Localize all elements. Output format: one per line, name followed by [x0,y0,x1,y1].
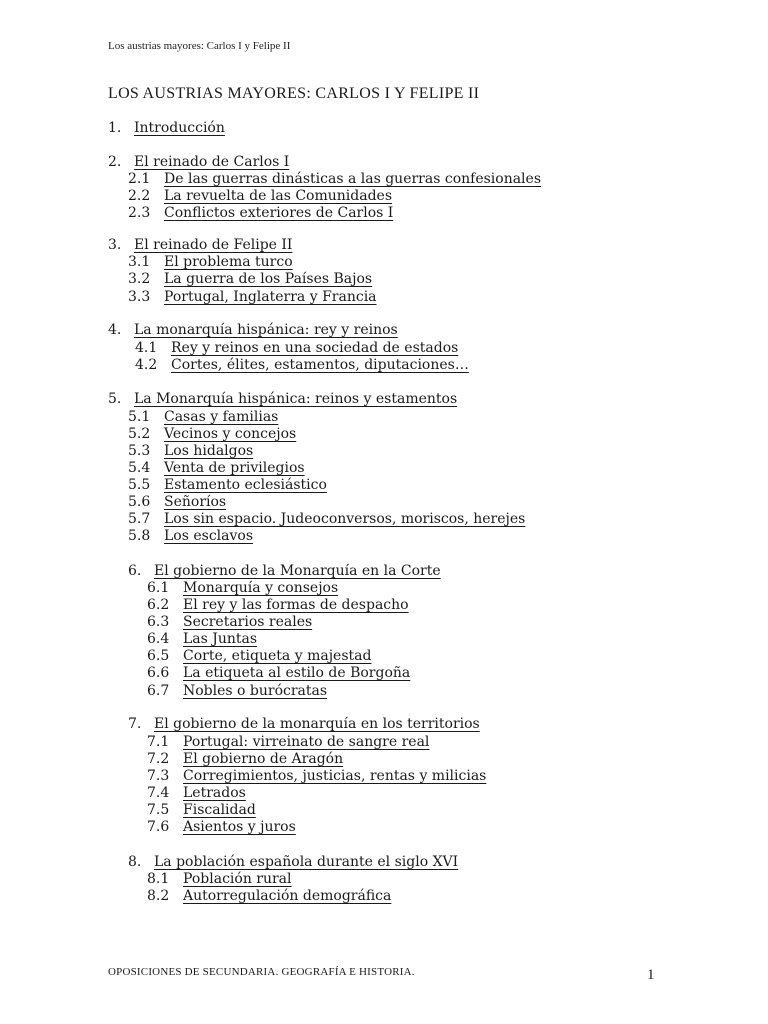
toc-subsection-2-3 [128,205,393,222]
page-number: 1 [647,967,655,983]
toc-subsection-2-1 [128,171,541,188]
document-title: LOS AUSTRIAS MAYORES: CARLOS I Y FELIPE II [108,85,480,102]
toc-subsection-8-1 [147,871,292,888]
toc-subsection-4-2 [135,357,469,374]
toc-link-cortes-elites[interactable]: Cortes, élites, estamentos, diputaciones… [171,357,469,373]
toc-subsection-5-5 [128,477,327,494]
toc-link-poblacion-siglo-xvi[interactable]: La población española durante el siglo XVI [154,854,459,870]
toc-section-1 [108,120,225,137]
toc-number: 3.3 [128,289,151,305]
toc-link-letrados[interactable]: Letrados [183,785,246,801]
toc-number: 2.2 [128,188,151,204]
toc-subsection-5-1 [128,409,278,426]
toc-number: 5.6 [128,494,151,510]
toc-link-autorregulacion-demografica[interactable]: Autorregulación demográfica [183,888,392,904]
toc-number: 7.4 [147,785,170,801]
toc-link-guerras-dinasticas[interactable]: De las guerras dinásticas a las guerras confesionales [164,171,542,187]
toc-link-venta-privilegios[interactable]: Venta de privilegios [164,460,305,476]
toc-number: 7.3 [147,768,170,784]
toc-subsection-7-3 [147,768,486,785]
toc-number: 6.1 [147,580,170,596]
toc-number: 5.2 [128,426,151,442]
toc-link-fiscalidad[interactable]: Fiscalidad [183,802,256,818]
toc-section-5 [108,391,457,408]
toc-link-asientos-juros[interactable]: Asientos y juros [183,819,296,835]
toc-number: 4. [108,322,122,338]
toc-link-esclavos[interactable]: Los esclavos [164,528,254,544]
toc-number: 7.5 [147,802,170,818]
toc-link-conflictos-exteriores[interactable]: Conflictos exteriores de Carlos I [164,205,394,221]
toc-number: 3.2 [128,271,151,287]
toc-link-gobierno-corte[interactable]: El gobierno de la Monarquía en la Corte [154,563,441,579]
toc-link-sin-espacio[interactable]: Los sin espacio. Judeoconversos, moriscos, herejes [164,511,526,527]
toc-number: 7. [128,716,142,732]
toc-subsection-7-1 [147,734,429,751]
page-footer: OPOSICIONES DE SECUNDARIA. GEOGRAFÍA E HISTORIA. [108,966,415,978]
toc-number: 6.6 [147,665,170,681]
toc-number: 5.4 [128,460,151,476]
toc-number: 2.3 [128,205,151,221]
toc-number: 5. [108,391,122,407]
toc-subsection-6-6 [147,665,410,682]
toc-link-reinado-carlos-i[interactable]: El reinado de Carlos I [134,154,290,170]
toc-subsection-5-2 [128,426,296,443]
toc-section-4 [108,322,398,339]
toc-link-monarquia-consejos[interactable]: Monarquía y consejos [183,580,339,596]
toc-number: 3.1 [128,254,151,270]
toc-section-7 [128,716,480,733]
toc-subsection-7-4 [147,785,246,802]
toc-number: 8.2 [147,888,170,904]
toc-subsection-6-3 [147,614,312,631]
toc-number: 2. [108,154,122,170]
toc-number: 6.2 [147,597,170,613]
toc-subsection-5-7 [128,511,525,528]
toc-subsection-8-2 [147,888,391,905]
toc-subsection-5-8 [128,528,253,545]
toc-number: 4.2 [135,357,158,373]
toc-link-etiqueta-borgona[interactable]: La etiqueta al estilo de Borgoña [183,665,411,681]
toc-subsection-6-5 [147,648,371,665]
toc-link-revuelta-comunidades[interactable]: La revuelta de las Comunidades [164,188,393,204]
toc-number: 5.5 [128,477,151,493]
toc-link-corte-etiqueta[interactable]: Corte, etiqueta y majestad [183,648,372,664]
toc-link-casas-familias[interactable]: Casas y familias [164,409,279,425]
toc-number: 6.4 [147,631,170,647]
toc-number: 1. [108,120,122,136]
toc-link-formas-despacho[interactable]: El rey y las formas de despacho [183,597,409,613]
toc-link-gobierno-territorios[interactable]: El gobierno de la monarquía en los territorios [154,716,480,732]
toc-subsection-3-2 [128,271,372,288]
toc-subsection-2-2 [128,188,392,205]
toc-number: 6.3 [147,614,170,630]
toc-subsection-5-4 [128,460,305,477]
toc-link-corregimientos[interactable]: Corregimientos, justicias, rentas y milicias [183,768,487,784]
toc-number: 3. [108,237,122,253]
toc-link-nobles-burocratas[interactable]: Nobles o burócratas [183,683,328,699]
toc-subsection-7-2 [147,751,343,768]
toc-number: 2.1 [128,171,151,187]
toc-subsection-7-5 [147,802,256,819]
toc-link-gobierno-aragon[interactable]: El gobierno de Aragón [183,751,344,767]
toc-number: 7.2 [147,751,170,767]
toc-link-secretarios-reales[interactable]: Secretarios reales [183,614,313,630]
toc-number: 7.6 [147,819,170,835]
toc-link-problema-turco[interactable]: El problema turco [164,254,293,270]
toc-link-senorios[interactable]: Señoríos [164,494,227,510]
toc-link-introduccion[interactable]: Introducción [134,120,225,136]
toc-link-portugal-virreinato[interactable]: Portugal: virreinato de sangre real [183,734,430,750]
toc-number: 7.1 [147,734,170,750]
toc-subsection-4-1 [135,340,458,357]
toc-link-reinado-felipe-ii[interactable]: El reinado de Felipe II [134,237,293,253]
toc-link-monarquia-rey-reinos[interactable]: La monarquía hispánica: rey y reinos [134,322,398,338]
toc-section-8 [128,854,458,871]
toc-subsection-6-4 [147,631,257,648]
toc-number: 4.1 [135,340,158,356]
toc-link-poblacion-rural[interactable]: Población rural [183,871,292,887]
toc-subsection-7-6 [147,819,296,836]
toc-number: 6.7 [147,683,170,699]
toc-subsection-5-3 [128,443,253,460]
toc-link-vecinos-concejos[interactable]: Vecinos y concejos [164,426,297,442]
toc-link-guerra-paises-bajos[interactable]: La guerra de los Países Bajos [164,271,373,287]
toc-link-hidalgos[interactable]: Los hidalgos [164,443,254,459]
toc-number: 6.5 [147,648,170,664]
toc-number: 5.8 [128,528,151,544]
toc-link-juntas[interactable]: Las Juntas [183,631,258,647]
toc-link-estamento-eclesiastico[interactable]: Estamento eclesiástico [164,477,327,493]
toc-link-sociedad-estados[interactable]: Rey y reinos en una sociedad de estados [171,340,459,356]
toc-section-6 [128,563,441,580]
toc-subsection-6-7 [147,683,327,700]
toc-subsection-6-2 [147,597,409,614]
toc-subsection-3-3 [128,289,377,306]
toc-link-reinos-estamentos[interactable]: La Monarquía hispánica: reinos y estamentos [134,391,458,407]
toc-number: 8.1 [147,871,170,887]
toc-section-3 [108,237,292,254]
toc-link-portugal-inglaterra-francia[interactable]: Portugal, Inglaterra y Francia [164,289,377,305]
toc-section-2 [108,154,289,171]
toc-subsection-5-6 [128,494,226,511]
toc-subsection-3-1 [128,254,293,271]
toc-number: 5.1 [128,409,151,425]
toc-number: 5.7 [128,511,151,527]
toc-number: 5.3 [128,443,151,459]
toc-number: 6. [128,563,142,579]
toc-number: 8. [128,854,142,870]
toc-subsection-6-1 [147,580,338,597]
running-header: Los austrias mayores: Carlos I y Felipe II [108,40,291,52]
